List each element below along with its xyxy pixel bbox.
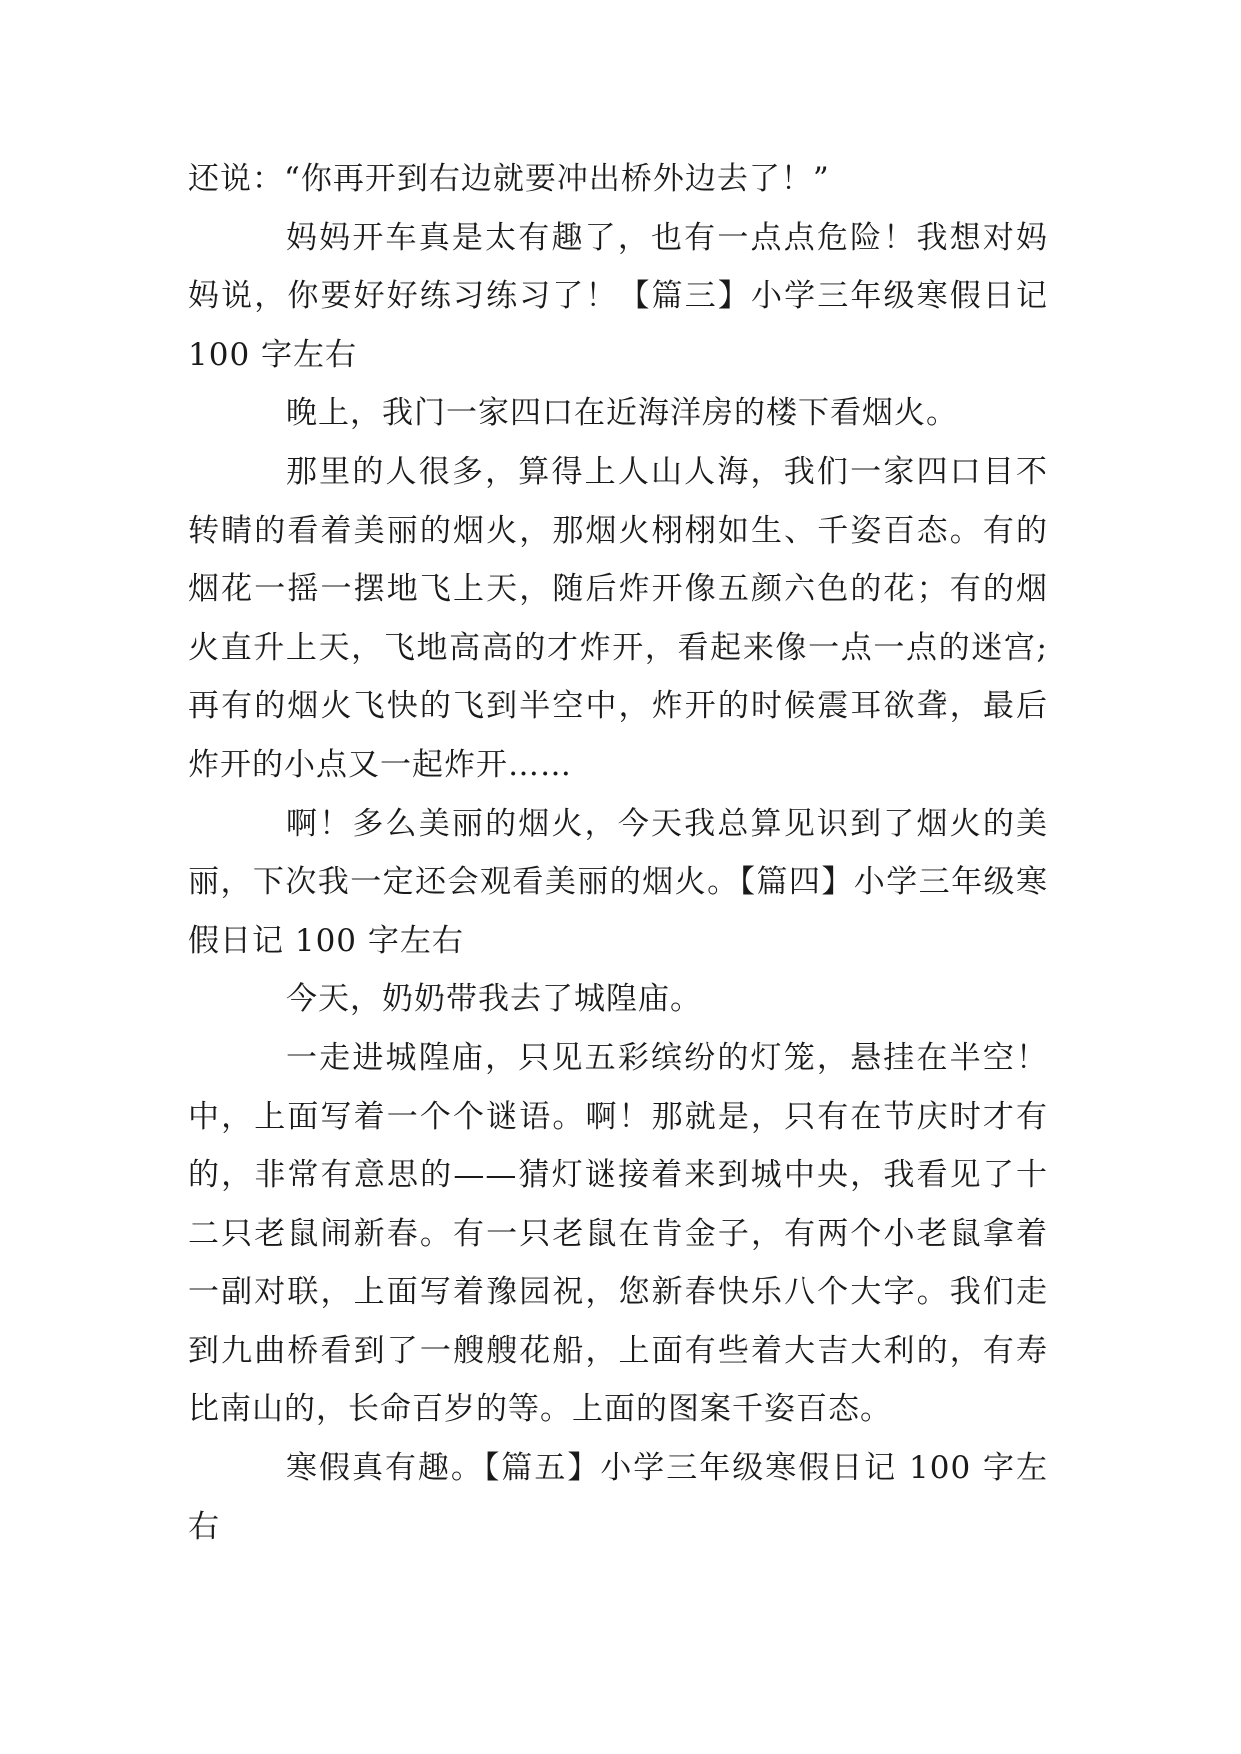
paragraph-6: 今天，奶奶带我去了城隍庙。 (286, 981, 702, 1018)
paragraph-4: 那里的人很多，算得上人山人海，我们一家四口目不转睛的看着美丽的烟火，那烟火栩栩如生、千姿百态。有的烟花一摇一摆地飞上天，随后炸开像五颜六色的花；有的烟火直升上天，飞地高高的才炸开，看起来像一点一点的迷宫;再有的烟火飞快的飞到半空中，炸开的时候震耳欲聋，最后炸开的小点又一起炸开…… (188, 453, 1048, 783)
document-page (188, 150, 1048, 1556)
paragraph-8: 寒假真有趣。【篇五】小学三年级寒假日记 100 字左右 (188, 1450, 1048, 1545)
paragraph-5: 啊！多么美丽的烟火，今天我总算见识到了烟火的美丽，下次我一定还会观看美丽的烟火。【篇四】小学三年级寒假日记 100 字左右 (188, 805, 1048, 959)
paragraph-2: 妈妈开车真是太有趣了，也有一点点危险！我想对妈妈说，你要好好练习练习了！【篇三】小学三年级寒假日记 100 字左右 (188, 219, 1048, 373)
paragraph-3: 晚上，我门一家四口在近海洋房的楼下看烟火。 (286, 395, 958, 432)
paragraph-1: 还说：“你再开到右边就要冲出桥外边去了！” (188, 161, 830, 197)
paragraph-7: 一走进城隍庙，只见五彩缤纷的灯笼，悬挂在半空！中，上面写着一个个谜语。啊！那就是，只有在节庆时才有的，非常有意思的——猜灯谜接着来到城中央，我看见了十二只老鼠闹新春。有一只老鼠在肯金子，有两个小老鼠拿着一副对联，上面写着豫园祝，您新春快乐八个大字。我们走到九曲桥看到了一艘艘花船，上面有些着大吉大利的，有寿比南山的，长命百岁的等。上面的图案千姿百态。 (188, 1039, 1048, 1428)
